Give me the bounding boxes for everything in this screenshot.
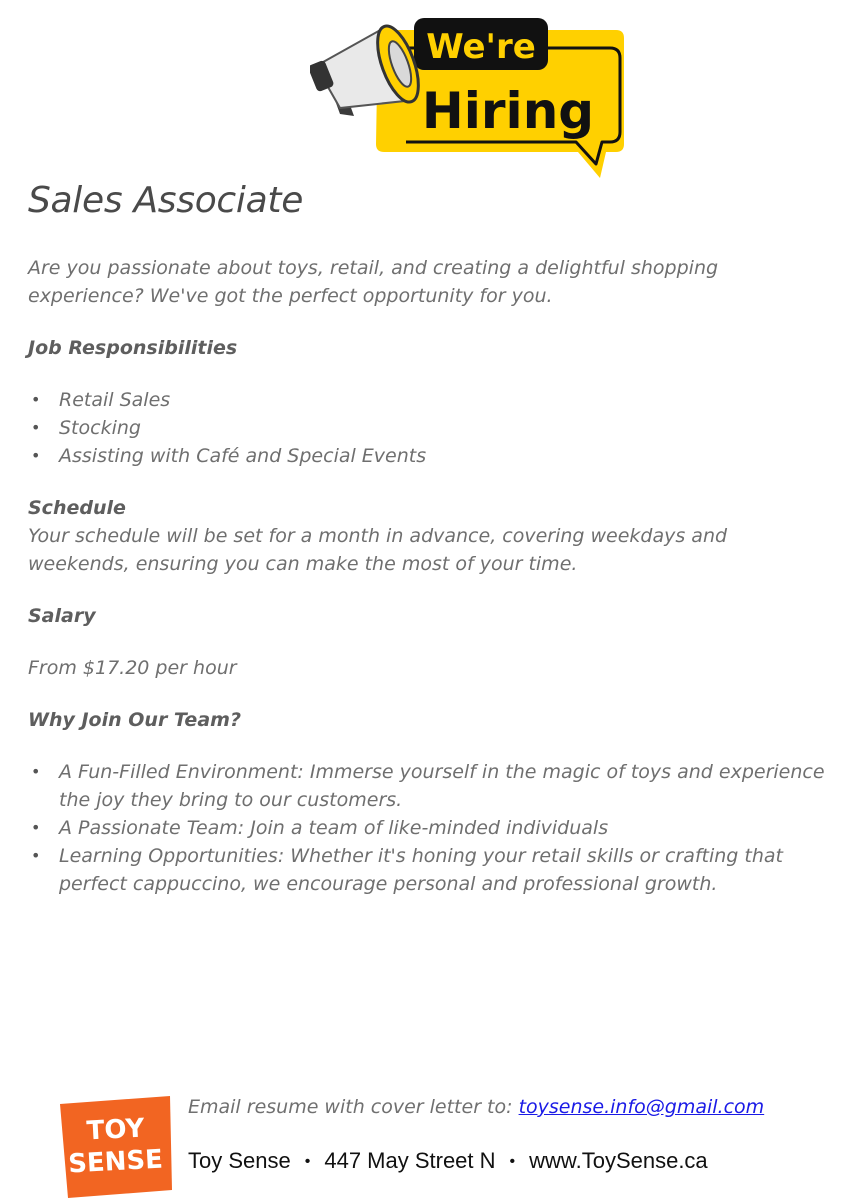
email-prefix: Email resume with cover letter to: [188, 1096, 513, 1118]
banner-line1: We're [426, 27, 536, 67]
why-join-heading: Why Join Our Team? [28, 709, 241, 731]
logo-line2: SENSE [67, 1144, 164, 1180]
address: 447 May Street N [324, 1148, 496, 1173]
schedule-text: Your schedule will be set for a month in advance, covering weekdays and weekends, ensuring you can make the most of your time. [28, 525, 728, 575]
responsibilities-list [28, 386, 828, 470]
banner-line2: Hiring [421, 82, 595, 140]
toy-sense-logo [58, 1096, 174, 1198]
separator: • [304, 1153, 311, 1170]
list-item: • Assisting with Café and Special Events [59, 442, 828, 470]
list-item: • Retail Sales [59, 386, 828, 414]
footer-email-line [188, 1096, 764, 1118]
list-item: • A Passionate Team: Join a team of like-minded individuals [59, 814, 828, 842]
responsibilities-heading: Job Responsibilities [28, 337, 238, 359]
job-title: Sales Associate [28, 180, 304, 221]
company-name: Toy Sense [188, 1148, 291, 1173]
website-link[interactable]: www.ToySense.ca [529, 1148, 708, 1173]
list-item: • Stocking [59, 414, 828, 442]
list-item: • Learning Opportunities: Whether it's honing your retail skills or crafting that perfect cappuccino, we encourage personal and professional growth. [59, 842, 828, 898]
logo-line1: TOY [85, 1113, 146, 1147]
separator: • [509, 1153, 516, 1170]
why-join-list [28, 758, 828, 898]
job-description [28, 254, 828, 898]
email-link[interactable]: toysense.info@gmail.com [518, 1096, 765, 1118]
intro-text: Are you passionate about toys, retail, and creating a delightful shopping experience? We've got the perfect opportunity for you. [28, 257, 719, 307]
hiring-banner [310, 4, 630, 180]
list-item: • A Fun-Filled Environment: Immerse yourself in the magic of toys and experience the joy they bring to our customers. [59, 758, 828, 814]
salary-heading: Salary [28, 605, 96, 627]
salary-text: From $17.20 per hour [28, 657, 237, 679]
schedule-heading: Schedule [28, 497, 126, 519]
footer-contact-line [188, 1148, 708, 1174]
